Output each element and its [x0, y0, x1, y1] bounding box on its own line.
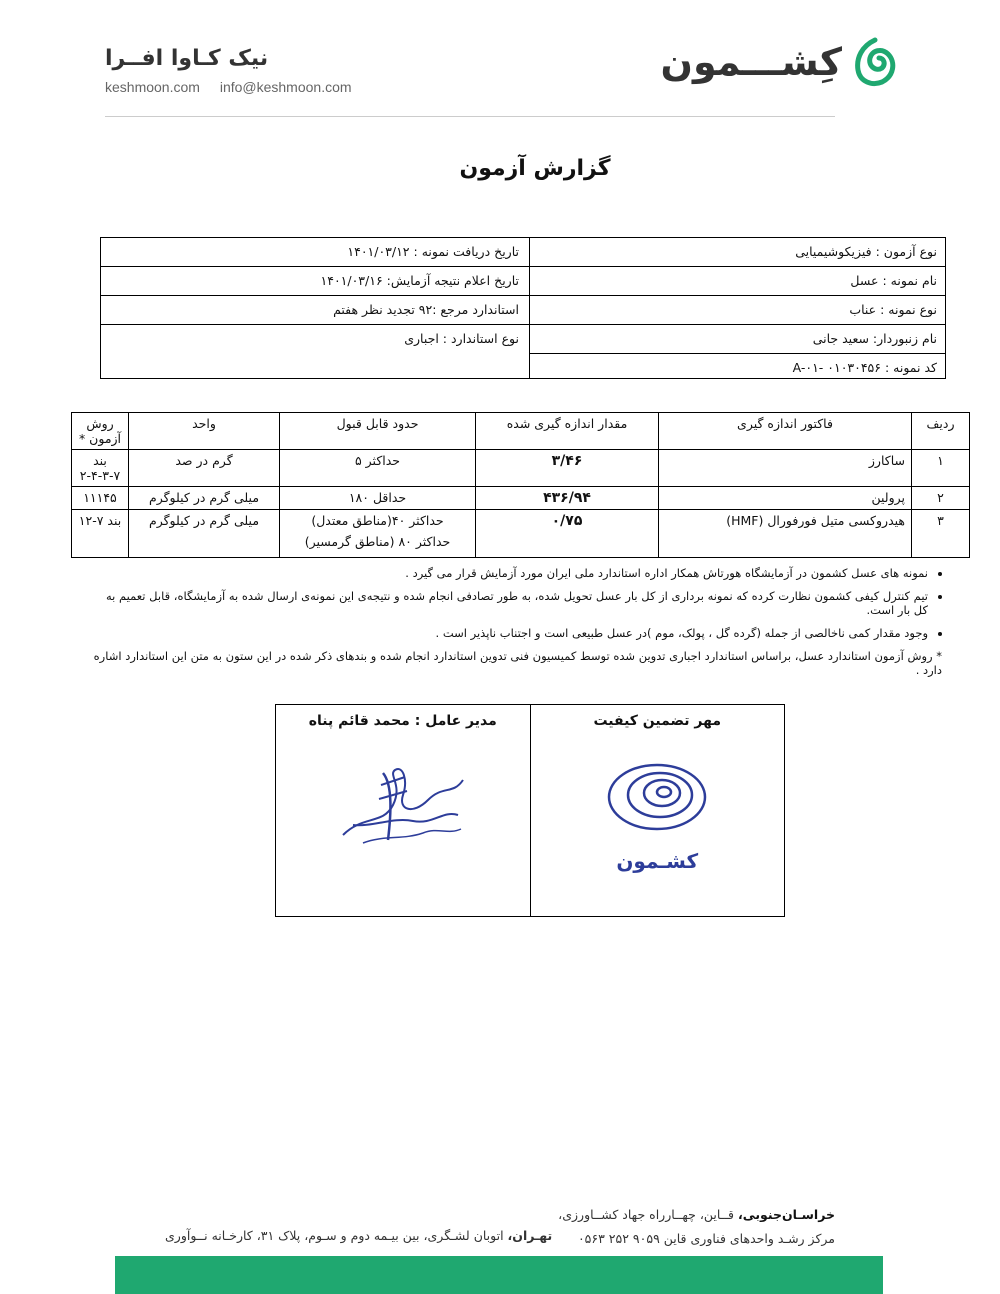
row-unit: گرم در صد [129, 450, 280, 487]
website-link[interactable]: keshmoon.com [105, 79, 200, 95]
contact-line [105, 79, 405, 95]
row-unit: میلی گرم در کیلوگرم [129, 487, 280, 510]
row-method: بند ۷-۳-۴-۲ [72, 450, 129, 487]
signature-box [275, 704, 785, 917]
company-branding [105, 46, 405, 95]
row-method: بند ۷-۱۲ [72, 510, 129, 558]
sample-info-box [100, 237, 946, 379]
footer-line-2: مرکز رشـد واحدهای فناوری قاین ۹۰۵۹ ۲۵۲ ۰۵۶۳ [577, 1231, 835, 1246]
col-method-header: روش آزمون * [72, 413, 129, 450]
row-factor: هیدروکسی متیل فورفورال (HMF) [659, 510, 912, 558]
logo-swirl-icon [852, 36, 898, 88]
company-name: نیک کـاوا افــرا [105, 46, 269, 71]
col-unit-header: واحد [129, 413, 280, 450]
footer-color-bar [115, 1256, 883, 1294]
info-column-right [529, 238, 945, 378]
test-type: نوع آزمون : فیزیکوشیمیایی [529, 238, 945, 267]
stamp-text: کشـمون [616, 849, 699, 873]
keshmoon-logo [661, 36, 898, 88]
col-factor-header: فاکتور اندازه گیری [659, 413, 912, 450]
table-row [72, 510, 970, 558]
manager-title: مدیر عامل : محمد قائم پناه [308, 713, 497, 729]
table-row [72, 487, 970, 510]
row-index: ۳ [912, 510, 970, 558]
row-limit: حداکثر ۵ [280, 450, 476, 487]
footer-address-tehran [165, 1228, 552, 1243]
footer-province: خراسـان‌جنوبی، [737, 1207, 835, 1222]
standard-type: نوع استاندارد : اجباری [404, 331, 519, 346]
reference-standard: استاندارد مرجع :۹۲ تجدید نظر هفتم [101, 296, 529, 325]
page-title: گزارش آزمون [459, 156, 611, 181]
row-limit-secondary: حداکثر ۸۰ (مناطق گرمسیر) [304, 534, 451, 549]
footer-address-qaen [558, 1203, 835, 1251]
table-header-row [72, 413, 970, 450]
footer-tehran-street: اتوبان لشـگری، بین بیـمه دوم و سـوم، پلاک ۳۱، کارخـانه نــوآوری [165, 1228, 508, 1243]
receive-date: تاریخ دریافت نمونه : ۱۴۰۱/۰۳/۱۲ [101, 238, 529, 267]
table-row [72, 450, 970, 487]
row-limit: حداکثر ۴۰(مناطق معتدل) [311, 513, 444, 528]
footer-street: قــاین، چهــارراه جهاد کشــاورزی، [558, 1207, 738, 1222]
logo-text: کِشـــمون [660, 40, 842, 84]
quality-seal-title: مهر تضمین کیفیت [593, 713, 722, 729]
sample-code: کد نمونه : A-۰۱- ۰۱۰۳۰۴۵۶ [792, 360, 937, 375]
row-limit-cell [280, 510, 476, 558]
col-index-header: ردیف [912, 413, 970, 450]
footer-line-1 [558, 1203, 835, 1227]
email-link[interactable]: info@keshmoon.com [219, 79, 352, 95]
col-value-header: مقدار اندازه گیری شده [476, 413, 659, 450]
quality-stamp [582, 755, 732, 873]
beekeeper-name: نام زنبوردار: سعید جانی [529, 325, 945, 354]
manager-signature [333, 755, 473, 859]
row-unit: میلی گرم در کیلوگرم [129, 510, 280, 558]
row-value: ۳/۴۶ [476, 450, 659, 487]
row-value: ۰/۷۵ [476, 510, 659, 558]
row-factor: پرولین [659, 487, 912, 510]
method-footnote: * روش آزمون استاندارد عسل، براساس استاندارد اجباری تدوین شده توسط کمیسیون فنی تدوین استاندارد انجام شده و بندهای ذکر شده در این ستون به متن این استاندارد اشاره دارد . [93, 649, 942, 677]
note-item: • تیم کنترل کیفی کشمون نظارت کرده که نمونه برداری از کل بار عسل تحویل شده، به طور تصادفی انجام شده و نتیجه‌ی این نمونه‌ی ارسال شده به آزمایشگاه، قابل تعمیم به کل بار است. [90, 589, 928, 617]
result-date: تاریخ اعلام نتیجه آزمایش: ۱۴۰۱/۰۳/۱۶ [101, 267, 529, 296]
row-method: ۱۱۱۴۵ [72, 487, 129, 510]
notes-section [90, 566, 950, 677]
footer-city: تهـران، [507, 1228, 553, 1243]
header-divider [105, 116, 835, 117]
quality-seal-cell [531, 705, 785, 916]
manager-cell [276, 705, 531, 916]
row-value: ۴۳۶/۹۴ [476, 487, 659, 510]
row-index: ۲ [912, 487, 970, 510]
signature-scribble-icon [333, 755, 473, 855]
notes-list [90, 566, 950, 640]
results-table [71, 412, 970, 558]
row-index: ۱ [912, 450, 970, 487]
note-item: • وجود مقدار کمی ناخالصی از جمله (گرده گل ، پولک، موم )در عسل طبیعی است و اجتناب ناپذیر است . [90, 626, 928, 640]
col-limit-header: حدود قابل قبول [280, 413, 476, 450]
note-item: • نمونه های عسل کشمون در آزمایشگاه هورتاش همکار اداره استاندارد ملی ایران مورد آزمایش قرار می گیرد . [90, 566, 928, 580]
info-column-left [101, 238, 530, 378]
sample-name: نام نمونه : عسل [529, 267, 945, 296]
row-limit: حداقل ۱۸۰ [280, 487, 476, 510]
sample-type: نوع نمونه : عناب [529, 296, 945, 325]
row-factor: ساکارز [659, 450, 912, 487]
